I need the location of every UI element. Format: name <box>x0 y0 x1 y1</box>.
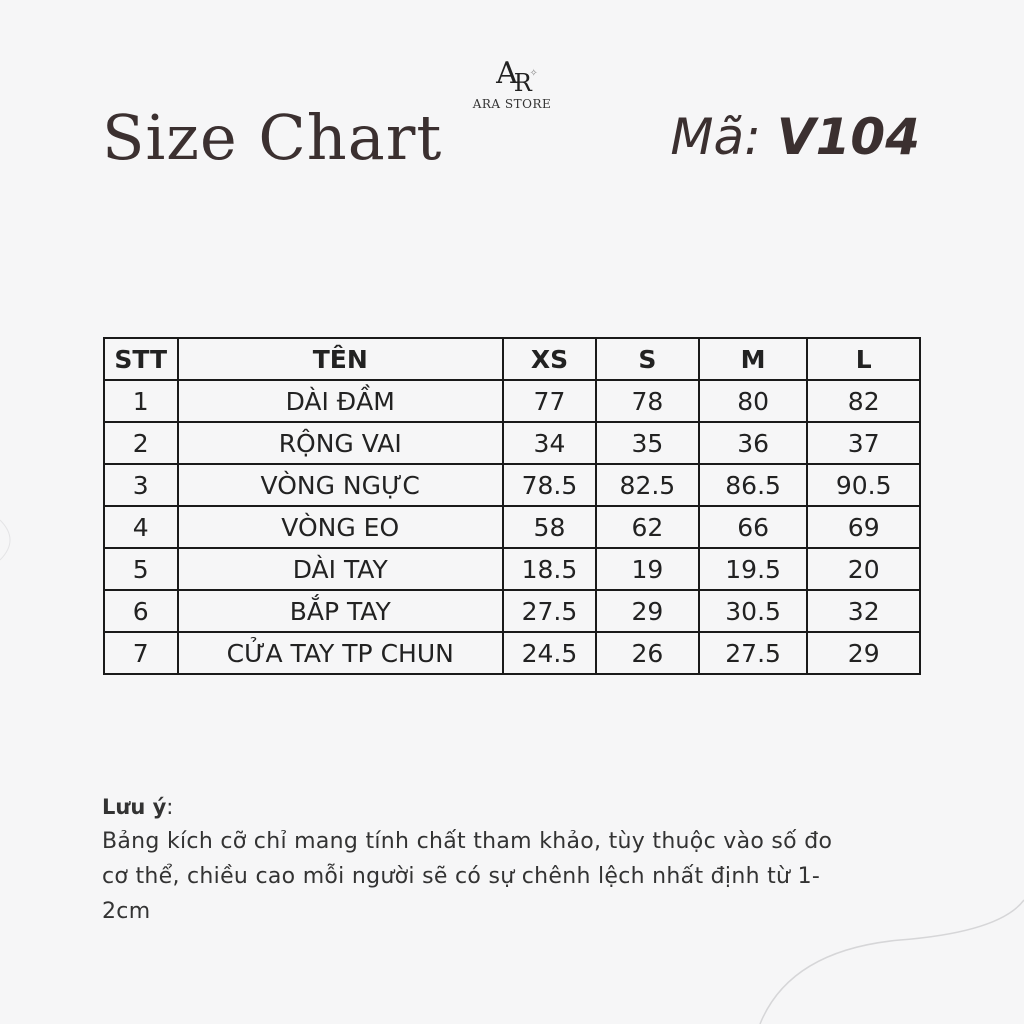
sparkle-icon: ✧ <box>529 68 538 79</box>
cell-m: 86.5 <box>699 464 808 506</box>
product-code-value: V104 <box>776 108 920 166</box>
table-header-row <box>104 338 920 380</box>
header-m: M <box>699 338 808 380</box>
cell-m: 80 <box>699 380 808 422</box>
cell-m: 19.5 <box>699 548 808 590</box>
page-title: Size Chart <box>102 101 443 174</box>
note-section <box>102 790 932 929</box>
logo-letter-a: A <box>496 56 514 91</box>
cell-l: 69 <box>807 506 920 548</box>
cell-name: RỘNG VAI <box>178 422 503 464</box>
cell-xs: 24.5 <box>503 632 596 674</box>
note-heading-text: Lưu ý <box>102 795 167 819</box>
size-table <box>103 337 921 675</box>
note-heading <box>102 790 932 824</box>
note-line: Bảng kích cỡ chỉ mang tính chất tham khảo, tùy thuộc vào số đo <box>102 829 833 854</box>
header-name: TÊN <box>178 338 503 380</box>
cell-stt: 4 <box>104 506 178 548</box>
table-row <box>104 632 920 674</box>
cell-s: 29 <box>596 590 699 632</box>
header-stt: STT <box>104 338 178 380</box>
cell-xs: 58 <box>503 506 596 548</box>
cell-l: 32 <box>807 590 920 632</box>
cell-s: 19 <box>596 548 699 590</box>
cell-name: VÒNG EO <box>178 506 503 548</box>
logo-monogram <box>496 56 538 97</box>
table-row <box>104 590 920 632</box>
cell-name: BẮP TAY <box>178 590 503 632</box>
store-logo <box>462 56 562 111</box>
cell-l: 82 <box>807 380 920 422</box>
cell-stt: 1 <box>104 380 178 422</box>
product-code-label: Mã: <box>670 108 762 166</box>
cell-stt: 6 <box>104 590 178 632</box>
note-line: cơ thể, chiều cao mỗi người sẽ có sự chênh lệch nhất định từ 1- <box>102 864 821 889</box>
cell-stt: 5 <box>104 548 178 590</box>
cell-xs: 18.5 <box>503 548 596 590</box>
cell-stt: 7 <box>104 632 178 674</box>
cell-s: 35 <box>596 422 699 464</box>
cell-name: DÀI ĐẦM <box>178 380 503 422</box>
cell-stt: 2 <box>104 422 178 464</box>
cell-l: 90.5 <box>807 464 920 506</box>
header-xs: XS <box>503 338 596 380</box>
cell-l: 29 <box>807 632 920 674</box>
cell-s: 78 <box>596 380 699 422</box>
header-s: S <box>596 338 699 380</box>
note-line: 2cm <box>102 899 151 924</box>
store-name: ARA STORE <box>472 97 552 111</box>
note-heading-colon: : <box>166 795 174 819</box>
cell-s: 62 <box>596 506 699 548</box>
cell-xs: 78.5 <box>503 464 596 506</box>
cell-s: 82.5 <box>596 464 699 506</box>
table-row <box>104 380 920 422</box>
table-row <box>104 422 920 464</box>
logo-letter-r: R <box>513 69 528 97</box>
cell-l: 37 <box>807 422 920 464</box>
cell-l: 20 <box>807 548 920 590</box>
cell-name: VÒNG NGỰC <box>178 464 503 506</box>
cell-s: 26 <box>596 632 699 674</box>
cell-m: 30.5 <box>699 590 808 632</box>
cell-m: 36 <box>699 422 808 464</box>
cell-name: CỬA TAY TP CHUN <box>178 632 503 674</box>
cell-m: 66 <box>699 506 808 548</box>
table-row <box>104 548 920 590</box>
table-row <box>104 464 920 506</box>
cell-xs: 27.5 <box>503 590 596 632</box>
cell-m: 27.5 <box>699 632 808 674</box>
cell-name: DÀI TAY <box>178 548 503 590</box>
cell-xs: 34 <box>503 422 596 464</box>
header-l: L <box>807 338 920 380</box>
cell-stt: 3 <box>104 464 178 506</box>
cell-xs: 77 <box>503 380 596 422</box>
product-code <box>670 104 920 170</box>
table-row <box>104 506 920 548</box>
